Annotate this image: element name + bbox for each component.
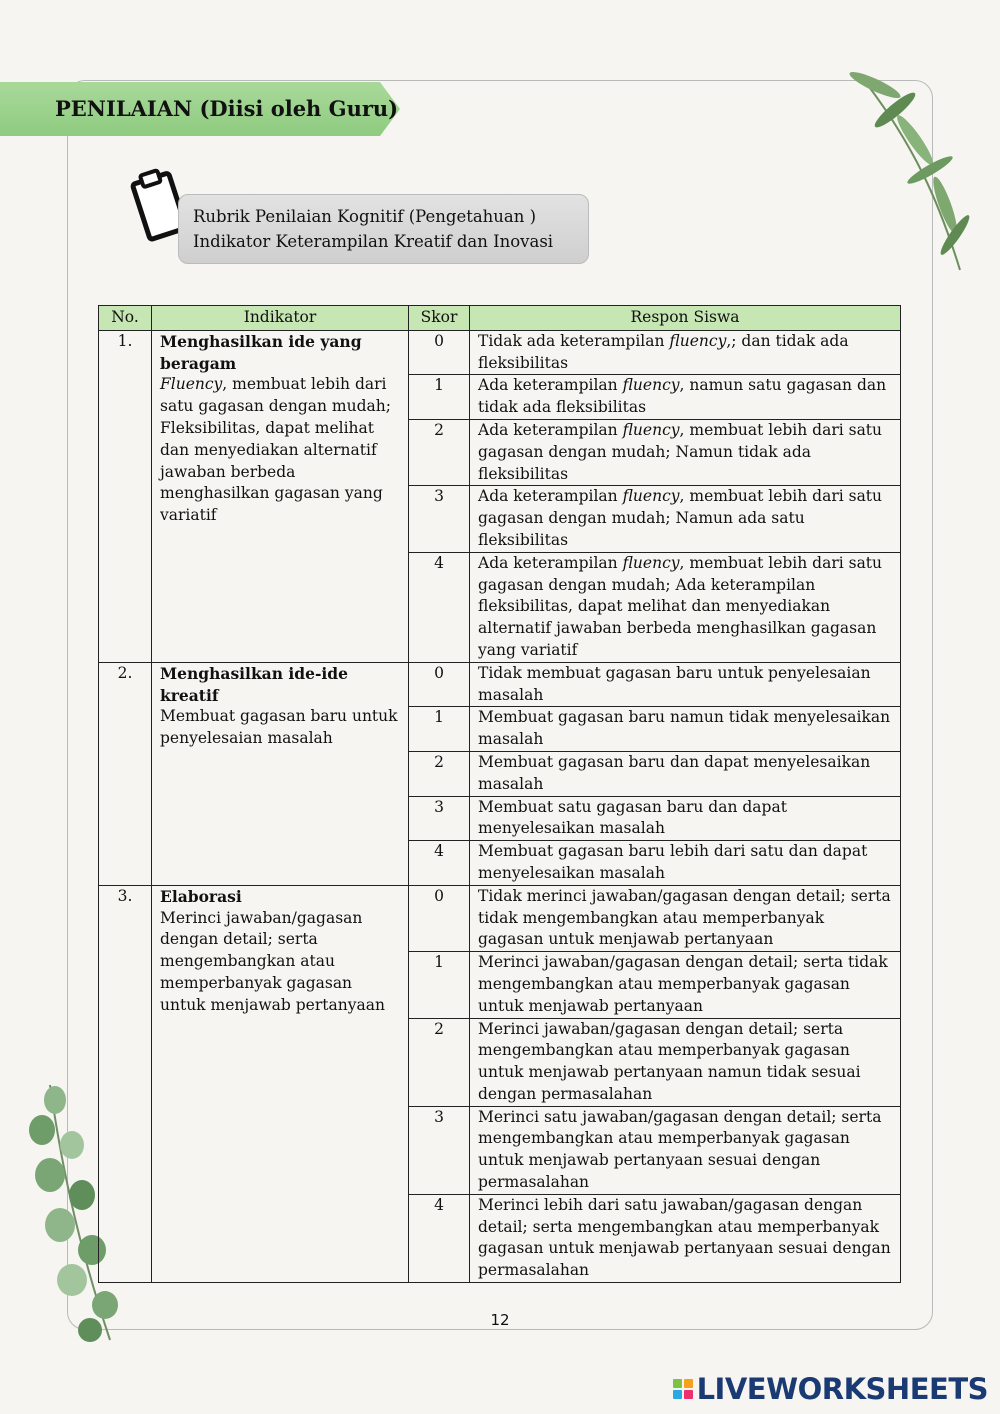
response-text: Ada keterampilan	[478, 376, 623, 395]
response-cell	[470, 375, 901, 420]
response-text-continued: ,; dan tidak ada fleksibilitas	[478, 331, 849, 372]
indicator-description	[160, 908, 400, 1017]
response-emphasis: fluency	[622, 420, 680, 439]
row-number: 1.	[99, 330, 152, 662]
score-cell: 1	[409, 952, 470, 1018]
eucalyptus-decoration	[18, 1370, 19, 1371]
response-cell	[470, 1018, 901, 1106]
row-number: 2.	[99, 662, 152, 885]
response-cell	[470, 552, 901, 662]
indicator-title: Menghasilkan ide yang beragam	[160, 331, 362, 373]
indicator-description	[160, 374, 400, 527]
indicator-desc-text: Membuat gagasan baru untuk penyelesaian masalah	[160, 707, 398, 748]
liveworksheets-logo	[673, 1372, 988, 1406]
brand-name: LIVEWORKSHEETS	[696, 1372, 988, 1406]
score-cell: 2	[409, 1018, 470, 1106]
header-indikator: Indikator	[152, 306, 409, 331]
response-text: Ada keterampilan	[478, 420, 623, 439]
response-cell	[470, 662, 901, 707]
response-cell	[470, 486, 901, 552]
response-emphasis: fluency	[669, 331, 727, 350]
response-cell	[470, 885, 901, 951]
response-emphasis: fluency	[622, 553, 680, 572]
rubric-title-box	[178, 194, 589, 264]
response-text: Merinci satu jawaban/gagasan dengan detail; serta mengembangkan atau memperbanyak gagasan untuk menjawab pertanyaan sesuai dengan permasalahan	[478, 1107, 882, 1192]
indicator-desc-text: , membuat lebih dari satu gagasan dengan mudah; Fleksibilitas, dapat melihat dan menyediakan alternatif jawaban berbeda menghasilkan gagasan yang variatif	[160, 375, 391, 525]
response-cell	[470, 841, 901, 886]
score-cell: 0	[409, 330, 470, 375]
table-row	[99, 662, 901, 707]
response-text-continued: , membuat lebih dari satu gagasan dengan mudah; Ada keterampilan fleksibilitas, dapat melihat dan menyediakan alternatif jawaban berbeda menghasilkan gagasan yang variatif	[478, 553, 883, 659]
response-text-continued: , namun satu gagasan dan tidak ada fleksibilitas	[478, 376, 887, 417]
score-cell: 1	[409, 375, 470, 420]
indicator-title: Menghasilkan ide-ide kreatif	[160, 663, 348, 705]
response-cell	[470, 330, 901, 375]
response-cell	[470, 952, 901, 1018]
response-cell	[470, 796, 901, 841]
score-cell: 0	[409, 662, 470, 707]
response-text-continued: , membuat lebih dari satu gagasan dengan mudah; Namun ada satu fleksibilitas	[478, 487, 883, 549]
logo-grid-icon	[673, 1379, 693, 1399]
score-cell: 2	[409, 751, 470, 796]
header-no: No.	[99, 306, 152, 331]
indicator-title: Elaborasi	[160, 886, 242, 906]
indicator-desc-text: Merinci jawaban/gagasan dengan detail; serta mengembangkan atau memperbanyak gagasan untuk menjawab pertanyaan	[160, 908, 385, 1014]
response-text: Merinci jawaban/gagasan dengan detail; serta tidak mengembangkan atau memperbanyak gagasan untuk menjawab pertanyaan	[478, 953, 888, 1015]
response-cell	[470, 1194, 901, 1282]
score-cell: 3	[409, 1106, 470, 1194]
indicator-cell	[152, 662, 409, 885]
score-cell: 4	[409, 1194, 470, 1282]
score-cell: 3	[409, 486, 470, 552]
response-cell	[470, 419, 901, 485]
row-number: 3.	[99, 885, 152, 1282]
table-body	[99, 330, 901, 1282]
table-row	[99, 885, 901, 951]
response-cell	[470, 1106, 901, 1194]
response-text: Merinci lebih dari satu jawaban/gagasan dengan detail; serta mengembangkan atau memperbanyak gagasan untuk menjawab pertanyaan sesuai dengan permasalahan	[478, 1195, 891, 1280]
response-text: Membuat satu gagasan baru dan dapat menyelesaikan masalah	[478, 797, 787, 838]
response-text: Tidak membuat gagasan baru untuk penyelesaian masalah	[478, 663, 871, 704]
table-header-row	[99, 306, 901, 331]
indicator-desc-emphasis: Fluency	[160, 375, 223, 394]
header-skor: Skor	[409, 306, 470, 331]
response-text: Membuat gagasan baru dan dapat menyelesaikan masalah	[478, 752, 871, 793]
response-cell	[470, 751, 901, 796]
score-cell: 3	[409, 796, 470, 841]
score-cell: 4	[409, 552, 470, 662]
response-text-continued: , membuat lebih dari satu gagasan dengan mudah; Namun tidak ada fleksibilitas	[478, 420, 883, 483]
page-title: PENILAIAN (Diisi oleh Guru)	[55, 96, 399, 121]
response-text: Tidak ada keterampilan	[478, 331, 670, 350]
response-text: Ada keterampilan	[478, 553, 623, 572]
indicator-cell	[152, 885, 409, 1282]
response-emphasis: fluency	[622, 376, 680, 395]
score-cell: 1	[409, 707, 470, 752]
rubric-table	[98, 305, 901, 1283]
response-text: Membuat gagasan baru namun tidak menyelesaikan masalah	[478, 708, 891, 749]
score-cell: 0	[409, 885, 470, 951]
score-cell: 4	[409, 841, 470, 886]
response-cell	[470, 707, 901, 752]
score-cell: 2	[409, 419, 470, 485]
rubric-title-line2: Indikator Keterampilan Kreatif dan Inovasi	[193, 232, 554, 251]
response-emphasis: fluency	[622, 487, 680, 506]
table-row	[99, 330, 901, 375]
indicator-cell	[152, 330, 409, 662]
page-number: 12	[490, 1311, 510, 1329]
indicator-description	[160, 706, 400, 750]
response-text: Ada keterampilan	[478, 487, 623, 506]
header-respon: Respon Siswa	[470, 306, 901, 331]
response-text: Tidak merinci jawaban/gagasan dengan detail; serta tidak mengembangkan atau memperbanyak gagasan untuk menjawab pertanyaan	[478, 886, 891, 949]
response-text: Merinci jawaban/gagasan dengan detail; serta mengembangkan atau memperbanyak gagasan untuk menjawab pertanyaan namun tidak sesuai dengan permasalahan	[478, 1019, 861, 1103]
rubric-title-line1: Rubrik Penilaian Kognitif (Pengetahuan )	[193, 207, 537, 226]
response-text: Membuat gagasan baru lebih dari satu dan dapat menyelesaikan masalah	[478, 842, 868, 882]
leaf-branch-top-decoration	[820, 55, 980, 275]
